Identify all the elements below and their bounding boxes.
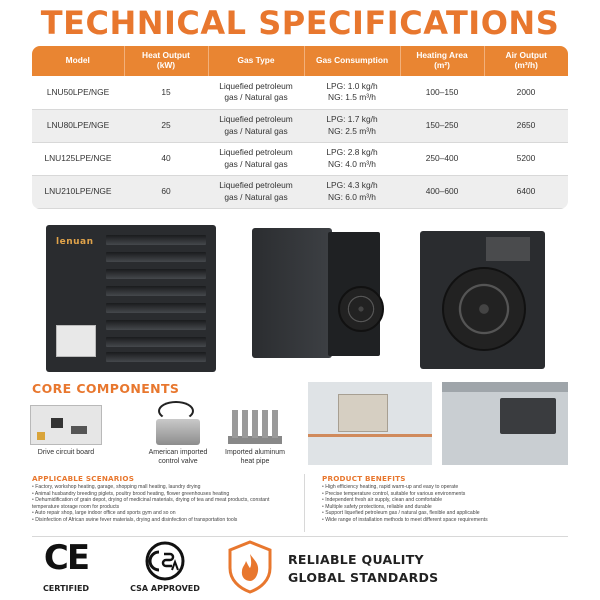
control-box <box>486 237 530 261</box>
quality-line-2: GLOBAL STANDARDS <box>288 570 439 585</box>
cell-gas-type <box>208 76 304 109</box>
cell-gas-consumption <box>304 76 400 109</box>
spec-table <box>32 46 568 209</box>
fan-icon <box>442 267 526 351</box>
valve-body <box>156 419 200 445</box>
cell-heating-area: 150–250 <box>400 109 484 142</box>
list-item: • Animal husbandry breeding piglets, poultry brood heating, flower greenhouses heating <box>32 491 294 498</box>
list-item: • Dehumidification of grain depot, drying of medicinal materials, drying of tea and meat products, constant temperature storage room for products <box>32 497 294 510</box>
control-valve-image <box>152 401 204 447</box>
cell-air-output: 2650 <box>484 109 568 142</box>
valve-wire <box>158 401 194 421</box>
list-item: • Disinfection of African swine fever materials, drying and disinfection of transportation tools <box>32 517 294 524</box>
header-heat-output <box>124 46 208 76</box>
ceiling-beam <box>442 382 568 392</box>
header-model: Model <box>32 46 124 76</box>
csa-logo-svg <box>142 540 188 582</box>
brand-logo: lenuan <box>56 237 94 247</box>
core-components-title: CORE COMPONENTS <box>32 381 180 396</box>
benefits-list <box>322 484 572 523</box>
pipe-fin <box>262 410 268 438</box>
component-label: American imported control valve <box>148 449 208 466</box>
circuit-chip <box>71 426 87 434</box>
cell-air-output: 6400 <box>484 175 568 208</box>
nameplate <box>56 325 96 357</box>
cell-heating-area: 250–400 <box>400 142 484 175</box>
circuit-board-image <box>30 405 102 445</box>
applicable-scenarios-title: APPLICABLE SCENARIOS <box>32 474 135 483</box>
ce-label: CERTIFIED <box>42 584 90 593</box>
consumption-lpg: LPG: 1.7 kg/h <box>326 114 378 125</box>
product-benefits-title: PRODUCT BENEFITS <box>322 474 406 483</box>
cell-model: LNU210LPE/NGE <box>32 175 124 208</box>
header-gas-consumption: Gas Consumption <box>304 46 400 76</box>
table-row <box>32 76 568 109</box>
cell-model: LNU80LPE/NGE <box>32 109 124 142</box>
fan-icon <box>338 286 384 332</box>
consumption-ng: NG: 4.0 m³/h <box>328 158 376 169</box>
list-item: • Multiple safety protections, reliable and durable <box>322 504 572 511</box>
table-row <box>32 142 568 175</box>
heater-side-photo <box>250 228 390 371</box>
louver-slat <box>106 252 206 262</box>
cell-air-output: 2000 <box>484 76 568 109</box>
header-air-output <box>484 46 568 76</box>
consumption-ng: NG: 2.5 m³/h <box>328 125 376 136</box>
pipe-fin <box>252 410 258 438</box>
heat-pipe-image <box>228 408 282 444</box>
cell-gas-consumption <box>304 142 400 175</box>
consumption-lpg: LPG: 1.0 kg/h <box>326 80 378 91</box>
gas-type-line1: Liquefied petroleum <box>219 114 293 125</box>
gas-type-line2: gas / Natural gas <box>224 125 288 136</box>
louver-slat <box>106 235 206 245</box>
list-item: • High efficiency heating, rapid warm-up and easy to operate <box>322 484 572 491</box>
louver-slat <box>106 337 206 347</box>
gas-type-line1: Liquefied petroleum <box>219 180 293 191</box>
cell-model: LNU125LPE/NGE <box>32 142 124 175</box>
scenarios-list <box>32 484 294 523</box>
table-row <box>32 109 568 142</box>
cell-gas-consumption <box>304 175 400 208</box>
header-air-output-text: Air Output (m³/h) <box>505 50 547 70</box>
cell-heating-area: 400–600 <box>400 175 484 208</box>
heater-front-photo <box>46 225 216 372</box>
table-header-row <box>32 46 568 76</box>
circuit-chip <box>51 418 63 428</box>
installation-photo-wall <box>308 382 432 465</box>
louver-slat <box>106 352 206 362</box>
list-item: • Wide range of installation methods to meet different space requirements <box>322 517 572 524</box>
louver-slat <box>106 303 206 313</box>
list-item: • Precise temperature control, suitable for various environments <box>322 491 572 498</box>
pipe-fin <box>242 410 248 438</box>
list-item: • Support liquefied petroleum gas / natural gas, flexible and applicable <box>322 510 572 517</box>
component-label: Imported aluminum heat pipe <box>225 449 285 466</box>
louver-slat <box>106 286 206 296</box>
cell-heat-output: 60 <box>124 175 208 208</box>
pipe-fin <box>232 410 238 438</box>
csa-label: CSA APPROVED <box>130 584 200 593</box>
louver-slat <box>106 269 206 279</box>
flame-shield-icon <box>226 540 274 594</box>
cell-heat-output: 25 <box>124 109 208 142</box>
cell-gas-type <box>208 109 304 142</box>
csa-logo-icon <box>142 540 188 582</box>
consumption-ng: NG: 6.0 m³/h <box>328 191 376 202</box>
installed-heater <box>338 394 388 432</box>
flame-shield-svg <box>226 540 274 594</box>
cell-gas-type <box>208 142 304 175</box>
column-divider <box>304 474 305 532</box>
consumption-lpg: LPG: 2.8 kg/h <box>326 147 378 158</box>
table-row <box>32 175 568 208</box>
gas-type-line1: Liquefied petroleum <box>219 80 293 91</box>
quality-line-1: RELIABLE QUALITY <box>288 552 424 567</box>
page-title: TECHNICAL SPECIFICATIONS <box>40 4 560 42</box>
list-item: • Factory, workshop heating, garage, shopping mall heating, laundry drying <box>32 484 294 491</box>
header-heating-area <box>400 46 484 76</box>
gas-type-line1: Liquefied petroleum <box>219 147 293 158</box>
gas-type-line2: gas / Natural gas <box>224 158 288 169</box>
heater-rear-photo <box>420 231 545 369</box>
gas-type-line2: gas / Natural gas <box>224 191 288 202</box>
cell-heating-area: 100–150 <box>400 76 484 109</box>
cell-gas-consumption <box>304 109 400 142</box>
cell-heat-output: 15 <box>124 76 208 109</box>
consumption-ng: NG: 1.5 m³/h <box>328 92 376 103</box>
ce-mark-icon: CE <box>43 538 89 578</box>
list-item: • Auto repair shop, large indoor office and sports gym and so on <box>32 510 294 517</box>
cell-gas-type <box>208 175 304 208</box>
consumption-lpg: LPG: 4.3 kg/h <box>326 180 378 191</box>
section-divider <box>32 536 568 537</box>
installation-photo-warehouse <box>442 382 568 465</box>
component-label: Drive circuit board <box>37 449 95 456</box>
header-heating-area-text: Heating Area (m²) <box>416 50 468 70</box>
pipe-fin <box>272 410 278 438</box>
header-heat-output-text: Heat Output (kW) <box>142 50 190 70</box>
cell-heat-output: 40 <box>124 142 208 175</box>
circuit-relay <box>37 432 45 440</box>
cell-model: LNU50LPE/NGE <box>32 76 124 109</box>
louver-slat <box>106 320 206 330</box>
wall-pipe <box>308 434 432 437</box>
installed-heater <box>500 398 556 434</box>
heater-body <box>252 228 332 358</box>
header-gas-type: Gas Type <box>208 46 304 76</box>
list-item: • Independent fresh air supply, clean and comfortable <box>322 497 572 504</box>
gas-type-line2: gas / Natural gas <box>224 92 288 103</box>
cell-air-output: 5200 <box>484 142 568 175</box>
